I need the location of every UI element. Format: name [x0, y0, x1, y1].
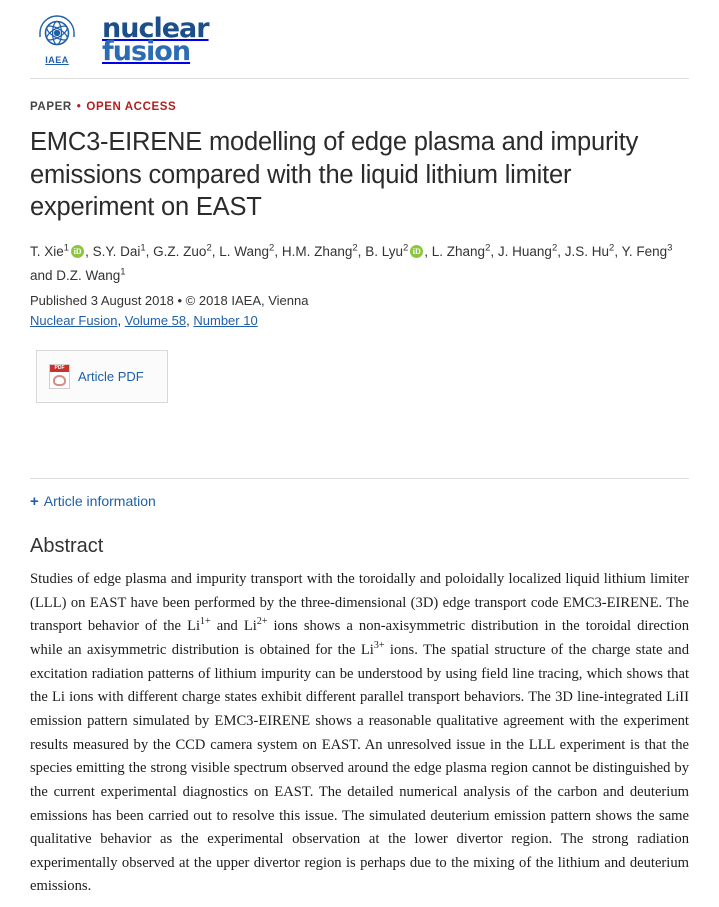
author-affiliation-marker: 1	[120, 266, 126, 277]
journal-logo-line2: fusion	[102, 35, 191, 67]
author-affiliation-marker: 3	[667, 242, 673, 254]
author-name: J. Huang	[497, 243, 552, 259]
author-affiliation-marker: 2	[206, 242, 212, 254]
open-access-label: OPEN ACCESS	[86, 101, 177, 113]
author-name: L. Zhang	[431, 243, 486, 259]
article-information-label: Article information	[43, 493, 156, 510]
author-affiliation-marker: 2	[402, 242, 409, 254]
author-item[interactable]	[30, 244, 85, 259]
author-affiliation-marker: 2	[352, 242, 358, 254]
abstract-heading: Abstract	[30, 535, 104, 558]
abstract-part-2: and Li	[210, 618, 257, 635]
journal-logo[interactable]	[102, 13, 209, 67]
orcid-icon[interactable]	[410, 245, 423, 258]
abstract-sup-1: 1+	[200, 616, 211, 628]
abstract-part-1: Studies of edge plasma and impurity transport with the toroidally and poloidally localized liquid lithium limiter (LLL) on EAST have been performed by the three-dimensional (3D) edge transport code EMC3-EIRENE. The transport behavior of the Li	[30, 571, 689, 635]
journalref-separator: ,	[117, 313, 122, 329]
journal-name-link[interactable]: Nuclear Fusion	[30, 313, 118, 329]
author-item[interactable]	[565, 244, 615, 259]
author-list	[30, 240, 689, 287]
author-item[interactable]	[622, 244, 673, 259]
article-type-label: PAPER	[30, 101, 72, 113]
abstract-sup-3: 3+	[373, 640, 385, 652]
iaea-emblem-icon	[36, 14, 78, 54]
author-separator: ,	[357, 243, 366, 259]
page-title: EMC3-EIRENE modelling of edge plasma and impurity emissions compared with the liquid lithium limiter experiment on EAST	[30, 128, 639, 222]
author-name: S.Y. Dai	[92, 243, 141, 259]
volume-link[interactable]: Volume 58	[124, 313, 187, 329]
author-separator: and	[30, 267, 57, 283]
journalref-separator-2: ,	[186, 313, 190, 329]
site-masthead	[0, 0, 719, 70]
pdf-icon-swirl	[53, 375, 66, 386]
abstract-sup-2: 2+	[256, 616, 268, 628]
article-pdf-button[interactable]	[36, 350, 168, 403]
iaea-logo[interactable]	[30, 14, 84, 65]
author-separator: ,	[557, 243, 565, 259]
author-name: B. Lyu	[365, 243, 403, 259]
abstract-part-4: ions. The spatial structure of the charge state and excitation radiation patterns of lithium impurity can be understood by using field line tracing, which shows that the Li ions with different charge states exhibit different parallel transport behaviors. The 3D line-integrated LiII emission pattern simulated by EMC3-EIRENE shows a reasonable qualitative agreement with the experiment results measured by the CCD camera system on EAST. An unresolved issue in the LLL experiment is that the species emitting the strong visible spectrum observed around the edge plasma region cannot be distinguished by the current experimental diagnostics on EAST. The detailed numerical analysis of the carbon and deuterium emissions has been carried out to resolve this issue. The simulated deuterium emission pattern shows the same qualitative behavior as the experimental observation at the lower divertor region. The strong radiation experimentally observed at the upper divertor region is perhaps due to the mixing of the lithium and deuterium emissions.	[30, 642, 689, 895]
author-separator: ,	[211, 243, 220, 259]
copyright-text: © 2018 IAEA, Vienna	[185, 293, 309, 309]
article-labels	[30, 101, 689, 113]
pdf-file-icon	[49, 364, 70, 389]
author-name: J.S. Hu	[564, 243, 610, 259]
author-affiliation-marker: 2	[269, 242, 275, 254]
author-name: L. Wang	[219, 243, 270, 259]
article-information-toggle[interactable]	[30, 493, 689, 509]
author-separator: ,	[424, 243, 432, 259]
author-item[interactable]	[365, 244, 424, 259]
author-affiliation-marker: 2	[609, 242, 615, 254]
author-name: D.Z. Wang	[56, 267, 121, 283]
author-item[interactable]	[498, 244, 557, 259]
article-content	[0, 101, 719, 899]
author-name: T. Xie	[30, 243, 64, 259]
author-name: Y. Feng	[621, 243, 668, 259]
masthead-divider	[30, 78, 689, 79]
author-name: G.Z. Zuo	[153, 243, 207, 259]
author-affiliation-marker: 2	[485, 242, 491, 254]
publication-info	[30, 293, 689, 308]
iaea-wordmark: IAEA	[45, 55, 69, 65]
article-pdf-label: Article PDF	[78, 369, 144, 385]
author-item[interactable]	[93, 244, 146, 259]
author-item[interactable]	[219, 244, 274, 259]
abstract-part-3: ions shows a non-axisymmetric distribution in the toroidal direction while an axisymmetric distribution is obtained for the Li	[30, 618, 690, 659]
published-date: Published 3 August 2018	[30, 293, 174, 309]
author-separator: ,	[145, 243, 154, 259]
author-item[interactable]	[153, 244, 212, 259]
author-item[interactable]	[56, 268, 125, 283]
author-affiliation-marker: 2	[551, 242, 558, 254]
pubinfo-separator: •	[177, 293, 183, 309]
author-item[interactable]	[432, 244, 491, 259]
author-affiliation-marker: 1	[140, 242, 146, 254]
label-separator: •	[76, 101, 82, 113]
journal-logo-line1: nuclear	[102, 13, 209, 44]
author-name: H.M. Zhang	[281, 243, 353, 259]
author-item[interactable]	[282, 244, 358, 259]
abstract-text	[30, 568, 689, 899]
author-separator: ,	[85, 243, 93, 259]
issue-number-link[interactable]: Number 10	[193, 313, 258, 329]
author-separator: ,	[274, 243, 282, 259]
author-affiliation-marker: 1	[63, 242, 70, 254]
plus-icon: +	[30, 492, 39, 510]
author-separator: ,	[614, 243, 622, 259]
orcid-icon[interactable]	[71, 245, 84, 258]
journal-reference	[30, 313, 689, 328]
section-divider	[30, 478, 689, 479]
author-separator: ,	[490, 243, 498, 259]
